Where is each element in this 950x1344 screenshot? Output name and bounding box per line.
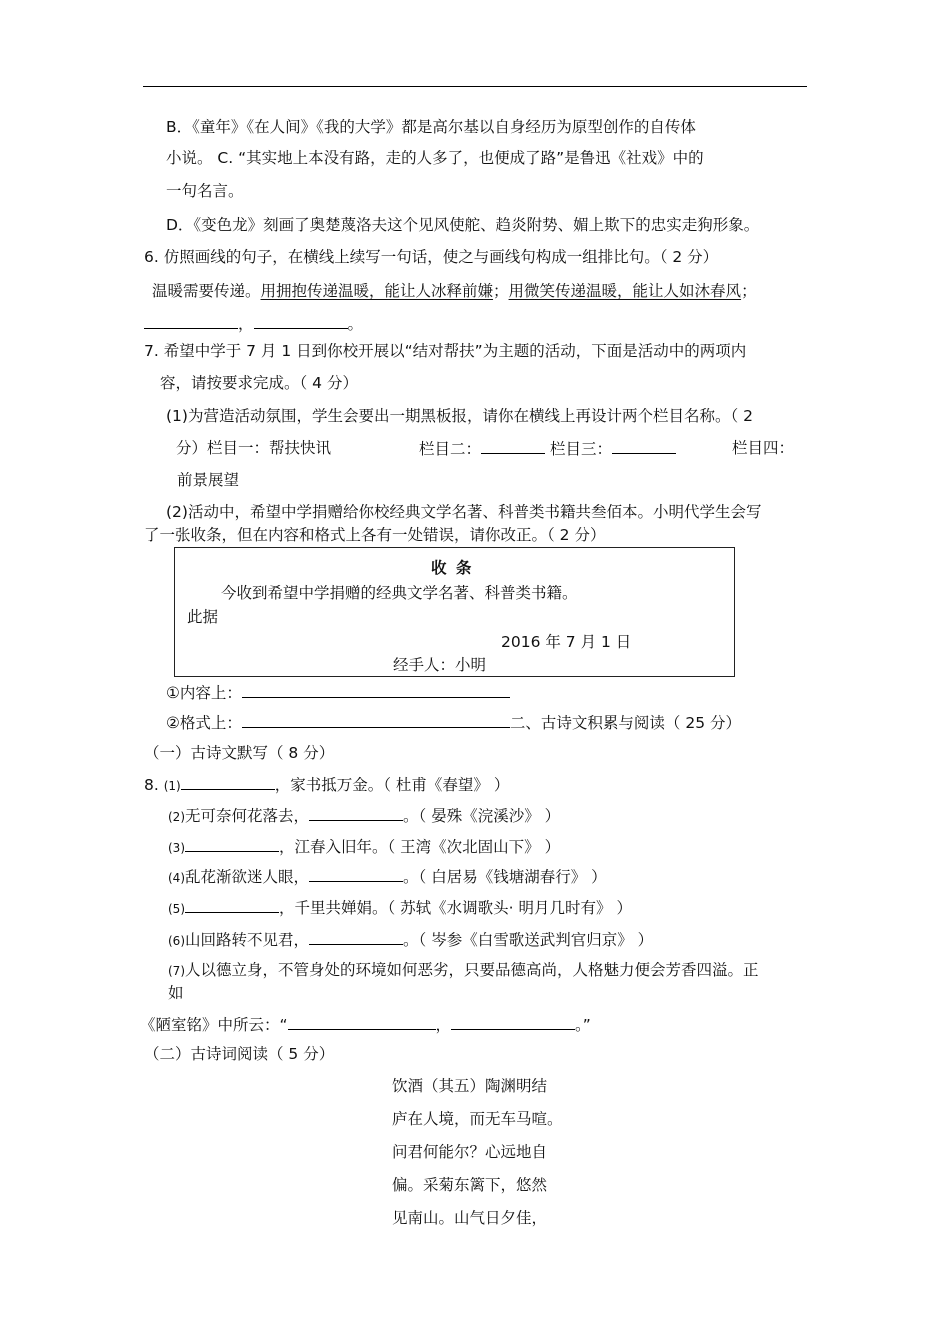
q7-stem-line2: 容，请按要求完成。（ 4 分） xyxy=(160,374,358,392)
q8-line5 xyxy=(168,896,632,920)
q8-item7-end: 。” xyxy=(575,1016,591,1034)
q7-part1-column1: 分）栏目一：帮扶快讯 xyxy=(176,439,332,457)
q8-item6-text-b: 。（ 岑参《白雪歌送武判官归京》 ） xyxy=(403,931,654,949)
q8-item7-blank-1[interactable] xyxy=(288,1013,436,1030)
q7-part1-column2 xyxy=(419,437,545,460)
q7-part2-line1: (2)活动中，希望中学捐赠给你校经典文学名著、科普类书籍共叁佰本。小明代学生会写 xyxy=(166,503,762,521)
q5-option-b-line2: 小说。 C. “其实地上本没有路，走的人多了，也便成了路”是鲁迅《社戏》中的 xyxy=(166,149,704,167)
q6-stem: 6. 仿照画线的句子，在横线上续写一句话，使之与画线句构成一组排比句。（ 2 分） xyxy=(144,248,719,266)
q6-lead: 温暖需要传递。 xyxy=(152,282,261,300)
q8-line1 xyxy=(144,773,509,797)
poem-line: 饮酒（其五）陶渊明结 xyxy=(392,1077,548,1095)
q8-item3-blank[interactable] xyxy=(185,835,279,852)
q8-item7-comma: ， xyxy=(435,1016,452,1034)
q8-item4-text-b: 。（ 白居易《钱塘湖春行》 ） xyxy=(403,868,607,886)
q8-item2-text-b: 。（ 晏殊《浣溪沙》 ） xyxy=(403,807,561,825)
q8-item7-blank-2[interactable] xyxy=(451,1013,575,1030)
q6-answer-line xyxy=(144,312,363,335)
q8-line7 xyxy=(168,959,759,982)
section2-heading: 二、古诗文积累与阅读（ 25 分） xyxy=(509,714,741,732)
receipt-handler: 经手人：小明 xyxy=(393,656,487,674)
q6-comma: ， xyxy=(238,315,254,333)
q8-item5-text: ，千里共婵娟。（ 苏轼《水调歌头· 明月几时有》 ） xyxy=(279,899,632,917)
part1-heading: （一）古诗文默写（ 8 分） xyxy=(144,744,335,762)
q8-line2 xyxy=(168,804,560,828)
q8-line4 xyxy=(168,865,607,889)
answer-format-label: ②格式上： xyxy=(166,714,242,732)
q8-line7-quote xyxy=(140,1013,591,1036)
q8-item6-text-a: 山回路转不见君， xyxy=(185,931,310,949)
q8-item4-blank[interactable] xyxy=(309,865,403,882)
q7-answer-content xyxy=(166,681,510,704)
q8-item3-number: (3) xyxy=(168,841,185,855)
poem-line: 庐在人境，而无车马喧。 xyxy=(392,1110,563,1128)
q8-item2-text-a: 无可奈何花落去， xyxy=(185,807,310,825)
answer-format-blank[interactable] xyxy=(242,711,510,728)
column2-label: 栏目二： xyxy=(419,440,482,458)
q8-item1-blank[interactable] xyxy=(181,773,275,790)
q7-part2-line2: 了一张收条，但在内容和格式上各有一处错误，请你改正。（ 2 分） xyxy=(144,526,606,544)
column3-blank[interactable] xyxy=(612,437,676,454)
header-rule xyxy=(143,86,807,87)
receipt-box xyxy=(174,547,735,677)
q7-answer-format xyxy=(166,711,741,734)
q8-item5-blank[interactable] xyxy=(185,896,279,913)
answer-content-blank[interactable] xyxy=(242,681,510,698)
q8-item6-number: (6) xyxy=(168,934,185,948)
answer-content-label: ①内容上： xyxy=(166,684,242,702)
q5-option-d: D．《变色龙》刻画了奥楚蔑洛夫这个见风使舵、趋炎附势、媚上欺下的忠实走狗形象。 xyxy=(166,216,760,234)
q7-part1-line1: (1)为营造活动氛围，学生会要出一期黑板报，请你在横线上再设计两个栏目名称。（ 2 xyxy=(166,407,753,425)
q6-blank-1[interactable] xyxy=(144,312,238,329)
q8-item1-number: (1) xyxy=(163,779,181,793)
q7-part1-column3 xyxy=(550,437,676,460)
q8-item4-number: (4) xyxy=(168,871,185,885)
q8-item6-blank[interactable] xyxy=(309,928,403,945)
q8-item1-text: ，家书抵万金。（ 杜甫《春望》 ） xyxy=(274,776,510,794)
q6-sep: ； xyxy=(493,282,509,300)
receipt-date: 2016 年 7 月 1 日 xyxy=(501,633,632,651)
q8-item7-text-a: 人以德立身，不管身处的环境如何恶劣，只要品德高尚，人格魅力便会芳香四溢。正 xyxy=(185,961,759,979)
q8-line7-cont: 如 xyxy=(168,984,184,1002)
q8-line3 xyxy=(168,835,560,859)
q6-period: 。 xyxy=(347,315,364,333)
poem-line: 偏。采菊东篱下，悠然 xyxy=(392,1176,548,1194)
q8-line6 xyxy=(168,928,653,952)
q8-item2-blank[interactable] xyxy=(309,804,403,821)
receipt-title: 收 条 xyxy=(431,559,474,577)
q6-blank-2[interactable] xyxy=(254,312,348,329)
poem-line: 问君何能尔？心远地自 xyxy=(392,1143,548,1161)
q8-item7-number: (7) xyxy=(168,964,185,978)
column2-blank[interactable] xyxy=(481,437,545,454)
q7-stem-line1: 7. 希望中学于 7 月 1 日到你校开展以“结对帮扶”为主题的活动，下面是活动中的两项内 xyxy=(144,342,747,360)
receipt-ending: 此据 xyxy=(187,608,219,626)
q8-item7-source: 《陋室铭》中所云：“ xyxy=(140,1016,288,1034)
q6-underlined-1: 用拥抱传递温暖，能让人冰释前嫌 xyxy=(260,282,494,300)
column3-label: 栏目三： xyxy=(550,440,613,458)
part2-heading: （二）古诗词阅读（ 5 分） xyxy=(144,1045,335,1063)
q5-option-b-line1: B．《童年》《在人间》《我的大学》都是高尔基以自身经历为原型创作的自传体 xyxy=(166,118,696,136)
q7-part1-column4-name: 前景展望 xyxy=(177,471,240,489)
q6-end: ； xyxy=(741,282,757,300)
q8-item3-text: ，江春入旧年。（ 王湾《次北固山下》 ） xyxy=(279,838,561,856)
q8-item4-text-a: 乱花渐欲迷人眼， xyxy=(185,868,310,886)
q6-sentence xyxy=(152,280,757,302)
q6-underlined-2: 用微笑传递温暖，能让人如沐春风 xyxy=(508,282,742,300)
q7-part1-column4: 栏目四： xyxy=(732,439,795,457)
receipt-body: 今收到希望中学捐赠的经典文学名著、科普类书籍。 xyxy=(221,584,578,602)
q8-item5-number: (5) xyxy=(168,902,185,916)
q8-item2-number: (2) xyxy=(168,810,185,824)
q8-number: 8. xyxy=(144,776,159,794)
poem-line: 见南山。山气日夕佳， xyxy=(392,1209,548,1227)
q5-option-b-line3: 一句名言。 xyxy=(166,182,244,200)
